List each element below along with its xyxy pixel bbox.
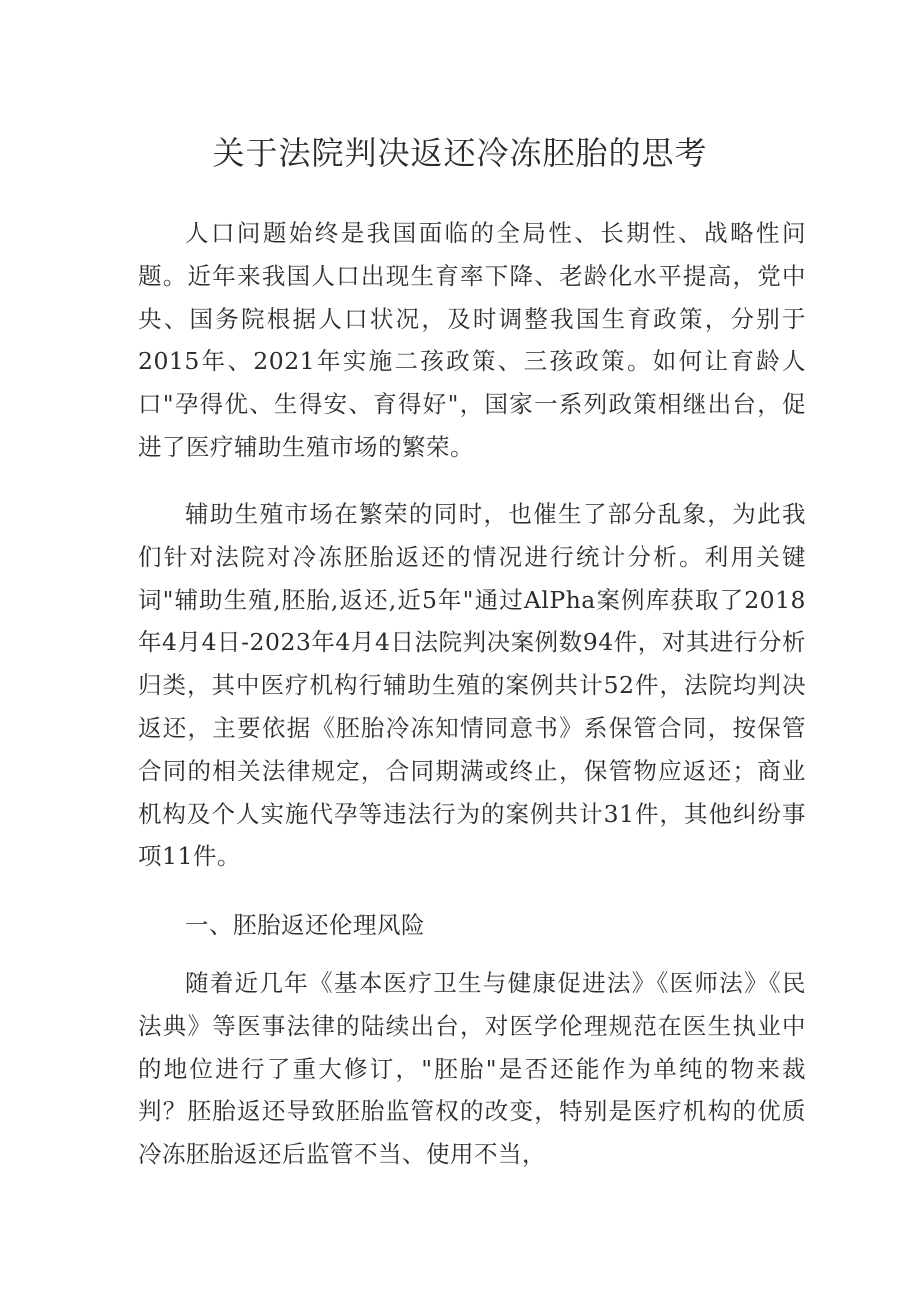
section-heading: 一、胚胎返还伦理风险 (185, 911, 425, 939)
paragraph-ethics-risk: 随着近几年《基本医疗卫生与健康促进法》《医师法》《民法典》等医事法律的陆续出台，对医学伦理规范在医生执业中的地位进行了重大修订，"胚胎"是否还能作为单纯的物来裁判？胚胎返还导致胚胎监管权的改变，特别是医疗机构的优质冷冻胚胎返还后监管不当、使用不当， (138, 969, 806, 1169)
paragraph-population-policy: 人口问题始终是我国面临的全局性、长期性、战略性问题。近年来我国人口出现生育率下降、老龄化水平提高，党中央、国务院根据人口状况，及时调整我国生育政策，分别于2015年、2021年实施二孩政策、三孩政策。如何让育龄人口"孕得优、生得安、育得好"，国家一系列政策相继出台，促进了医疗辅助生殖市场的繁荣。 (138, 219, 806, 461)
document-title: 关于法院判决返还冷冻胚胎的思考 (212, 134, 708, 172)
paragraph-case-statistics: 辅助生殖市场在繁荣的同时，也催生了部分乱象，为此我们针对法院对冷冻胚胎返还的情况进行统计分析。利用关键词"辅助生殖,胚胎,返还,近5年"通过AlPha案例库获取了2018年4月4日-2023年4月4日法院判决案例数94件，对其进行分析归类，其中医疗机构行辅助生殖的案例共计52件，法院均判决返还，主要依据《胚胎冷冻知情同意书》系保管合同，按保管合同的相关法律规定，合同期满或终止，保管物应返还；商业机构及个人实施代孕等违法行为的案例共计31件，其他纠纷事项11件。 (138, 500, 806, 871)
